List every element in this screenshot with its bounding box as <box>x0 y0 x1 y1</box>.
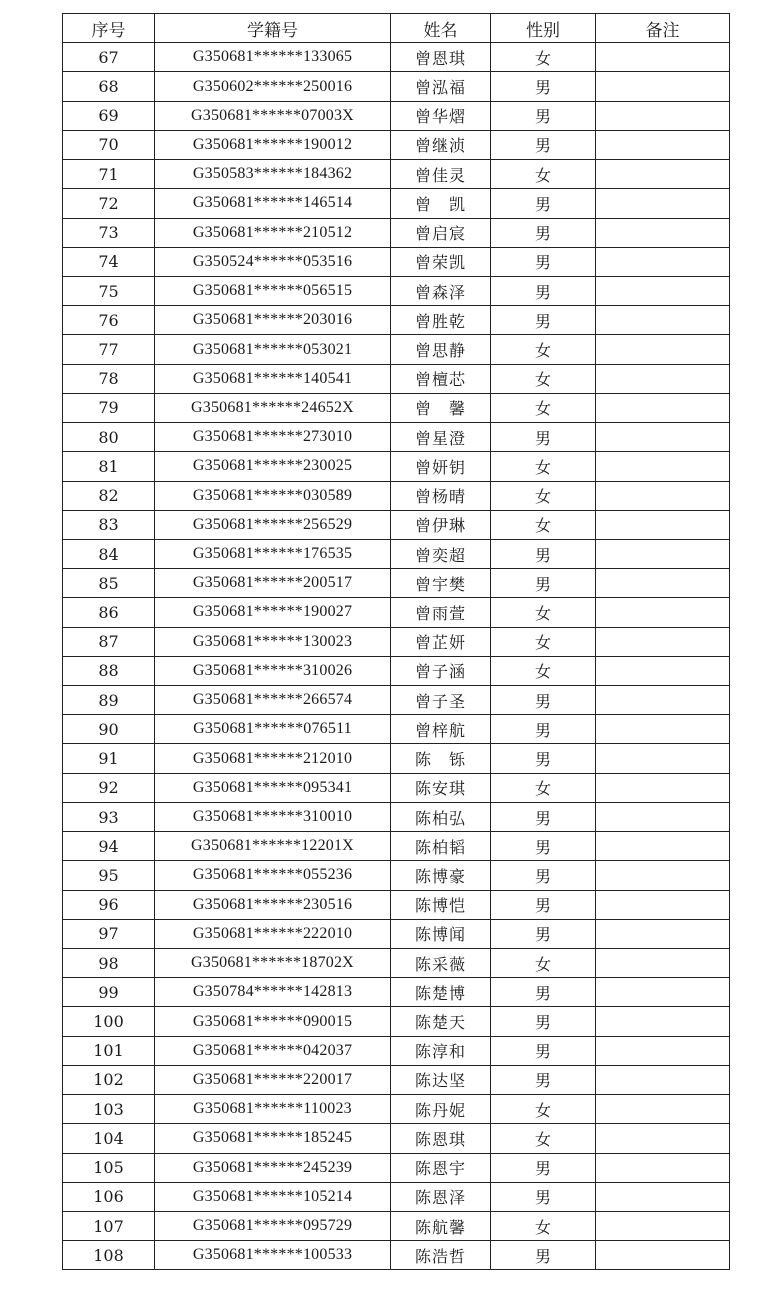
serial-number-cell: 90 <box>63 715 155 744</box>
remarks-cell <box>596 598 730 627</box>
remarks-cell <box>596 452 730 481</box>
table-row <box>63 364 730 393</box>
gender-cell: 男 <box>491 306 596 335</box>
header-student-id: 学籍号 <box>155 14 391 43</box>
serial-number-cell: 105 <box>63 1153 155 1182</box>
serial-number-cell: 80 <box>63 423 155 452</box>
remarks-cell <box>596 627 730 656</box>
remarks-cell <box>596 1095 730 1124</box>
gender-cell: 女 <box>491 598 596 627</box>
table-row <box>63 393 730 422</box>
student-name-cell: 曾森泽 <box>391 276 491 305</box>
student-name-cell: 陈楚天 <box>391 1007 491 1036</box>
student-id-cell: G350681******12201X <box>155 832 391 861</box>
remarks-cell <box>596 276 730 305</box>
table-row <box>63 510 730 539</box>
remarks-cell <box>596 715 730 744</box>
student-name-cell: 陈恩泽 <box>391 1182 491 1211</box>
serial-number-cell: 91 <box>63 744 155 773</box>
student-name-cell: 曾檀芯 <box>391 364 491 393</box>
serial-number-cell: 69 <box>63 101 155 130</box>
student-id-cell: G350681******190012 <box>155 130 391 159</box>
gender-cell: 女 <box>491 949 596 978</box>
student-name-cell: 曾 凯 <box>391 189 491 218</box>
serial-number-cell: 96 <box>63 890 155 919</box>
remarks-cell <box>596 1065 730 1094</box>
student-id-cell: G350681******042037 <box>155 1036 391 1065</box>
gender-cell: 男 <box>491 1182 596 1211</box>
gender-cell: 男 <box>491 1065 596 1094</box>
student-name-cell: 曾雨萱 <box>391 598 491 627</box>
student-name-cell: 曾伊琳 <box>391 510 491 539</box>
student-id-cell: G350681******210512 <box>155 218 391 247</box>
student-id-cell: G350681******110023 <box>155 1095 391 1124</box>
serial-number-cell: 81 <box>63 452 155 481</box>
student-id-cell: G350681******133065 <box>155 43 391 72</box>
student-id-cell: G350681******095341 <box>155 773 391 802</box>
remarks-cell <box>596 306 730 335</box>
table-row <box>63 276 730 305</box>
table-row <box>63 802 730 831</box>
student-name-cell: 曾继浈 <box>391 130 491 159</box>
remarks-cell <box>596 656 730 685</box>
serial-number-cell: 89 <box>63 686 155 715</box>
student-id-cell: G350681******203016 <box>155 306 391 335</box>
serial-number-cell: 79 <box>63 393 155 422</box>
table-row <box>63 218 730 247</box>
remarks-cell <box>596 1007 730 1036</box>
student-name-cell: 陈恩宇 <box>391 1153 491 1182</box>
student-id-cell: G350524******053516 <box>155 247 391 276</box>
remarks-cell <box>596 744 730 773</box>
table-row <box>63 1241 730 1270</box>
student-name-cell: 曾荣凯 <box>391 247 491 276</box>
gender-cell: 男 <box>491 1241 596 1270</box>
student-id-cell: G350681******056515 <box>155 276 391 305</box>
gender-cell: 男 <box>491 423 596 452</box>
student-id-cell: G350681******212010 <box>155 744 391 773</box>
remarks-cell <box>596 1241 730 1270</box>
header-remarks: 备注 <box>596 14 730 43</box>
table-row <box>63 890 730 919</box>
student-id-cell: G350681******310026 <box>155 656 391 685</box>
table-row <box>63 539 730 568</box>
header-name: 姓名 <box>391 14 491 43</box>
student-id-cell: G350681******190027 <box>155 598 391 627</box>
remarks-cell <box>596 861 730 890</box>
student-name-cell: 曾星澄 <box>391 423 491 452</box>
remarks-cell <box>596 130 730 159</box>
remarks-cell <box>596 1211 730 1240</box>
gender-cell: 男 <box>491 890 596 919</box>
table-row <box>63 627 730 656</box>
serial-number-cell: 104 <box>63 1124 155 1153</box>
table-row <box>63 306 730 335</box>
serial-number-cell: 93 <box>63 802 155 831</box>
remarks-cell <box>596 802 730 831</box>
remarks-cell <box>596 978 730 1007</box>
table-row <box>63 130 730 159</box>
remarks-cell <box>596 247 730 276</box>
table-row <box>63 1065 730 1094</box>
serial-number-cell: 97 <box>63 919 155 948</box>
student-id-cell: G350681******185245 <box>155 1124 391 1153</box>
student-name-cell: 陈柏韬 <box>391 832 491 861</box>
serial-number-cell: 106 <box>63 1182 155 1211</box>
student-id-cell: G350681******24652X <box>155 393 391 422</box>
student-id-cell: G350602******250016 <box>155 72 391 101</box>
remarks-cell <box>596 364 730 393</box>
student-name-cell: 曾 馨 <box>391 393 491 422</box>
serial-number-cell: 67 <box>63 43 155 72</box>
student-name-cell: 陈航馨 <box>391 1211 491 1240</box>
table-row <box>63 72 730 101</box>
remarks-cell <box>596 832 730 861</box>
student-id-cell: G350681******230025 <box>155 452 391 481</box>
gender-cell: 男 <box>491 686 596 715</box>
serial-number-cell: 74 <box>63 247 155 276</box>
gender-cell: 男 <box>491 861 596 890</box>
table-row <box>63 1095 730 1124</box>
serial-number-cell: 71 <box>63 160 155 189</box>
remarks-cell <box>596 539 730 568</box>
table-row <box>63 43 730 72</box>
student-name-cell: 曾胜乾 <box>391 306 491 335</box>
gender-cell: 男 <box>491 744 596 773</box>
student-name-cell: 曾思静 <box>391 335 491 364</box>
student-id-cell: G350681******266574 <box>155 686 391 715</box>
student-name-cell: 陈采薇 <box>391 949 491 978</box>
student-id-cell: G350681******090015 <box>155 1007 391 1036</box>
student-id-cell: G350583******184362 <box>155 160 391 189</box>
student-id-cell: G350681******310010 <box>155 802 391 831</box>
serial-number-cell: 68 <box>63 72 155 101</box>
student-id-cell: G350681******105214 <box>155 1182 391 1211</box>
student-id-cell: G350681******273010 <box>155 423 391 452</box>
student-name-cell: 曾恩琪 <box>391 43 491 72</box>
student-id-cell: G350681******076511 <box>155 715 391 744</box>
gender-cell: 男 <box>491 189 596 218</box>
student-name-cell: 曾子圣 <box>391 686 491 715</box>
table-row <box>63 335 730 364</box>
serial-number-cell: 78 <box>63 364 155 393</box>
student-name-cell: 曾泓福 <box>391 72 491 101</box>
gender-cell: 男 <box>491 539 596 568</box>
student-name-cell: 陈达坚 <box>391 1065 491 1094</box>
student-id-cell: G350681******055236 <box>155 861 391 890</box>
table-row <box>63 598 730 627</box>
gender-cell: 男 <box>491 1007 596 1036</box>
table-row <box>63 1036 730 1065</box>
remarks-cell <box>596 481 730 510</box>
student-roster-table <box>62 13 730 1270</box>
student-id-cell: G350681******18702X <box>155 949 391 978</box>
table-row <box>63 247 730 276</box>
student-id-cell: G350681******200517 <box>155 569 391 598</box>
gender-cell: 男 <box>491 130 596 159</box>
student-name-cell: 陈 铄 <box>391 744 491 773</box>
serial-number-cell: 101 <box>63 1036 155 1065</box>
serial-number-cell: 82 <box>63 481 155 510</box>
gender-cell: 女 <box>491 481 596 510</box>
gender-cell: 男 <box>491 1153 596 1182</box>
gender-cell: 男 <box>491 802 596 831</box>
student-name-cell: 曾启宸 <box>391 218 491 247</box>
remarks-cell <box>596 1153 730 1182</box>
gender-cell: 男 <box>491 72 596 101</box>
gender-cell: 女 <box>491 1095 596 1124</box>
student-name-cell: 陈浩哲 <box>391 1241 491 1270</box>
table-row <box>63 101 730 130</box>
student-id-cell: G350681******220017 <box>155 1065 391 1094</box>
table-row <box>63 656 730 685</box>
remarks-cell <box>596 1036 730 1065</box>
serial-number-cell: 87 <box>63 627 155 656</box>
serial-number-cell: 85 <box>63 569 155 598</box>
serial-number-cell: 108 <box>63 1241 155 1270</box>
remarks-cell <box>596 72 730 101</box>
gender-cell: 男 <box>491 276 596 305</box>
table-row <box>63 1124 730 1153</box>
student-name-cell: 曾梓航 <box>391 715 491 744</box>
gender-cell: 男 <box>491 832 596 861</box>
student-id-cell: G350784******142813 <box>155 978 391 1007</box>
student-name-cell: 曾奕超 <box>391 539 491 568</box>
student-name-cell: 陈淳和 <box>391 1036 491 1065</box>
remarks-cell <box>596 218 730 247</box>
remarks-cell <box>596 43 730 72</box>
serial-number-cell: 70 <box>63 130 155 159</box>
table-row <box>63 1007 730 1036</box>
remarks-cell <box>596 890 730 919</box>
student-name-cell: 曾杨晴 <box>391 481 491 510</box>
remarks-cell <box>596 773 730 802</box>
serial-number-cell: 75 <box>63 276 155 305</box>
student-id-cell: G350681******140541 <box>155 364 391 393</box>
student-name-cell: 陈博闻 <box>391 919 491 948</box>
remarks-cell <box>596 1124 730 1153</box>
gender-cell: 男 <box>491 919 596 948</box>
student-name-cell: 陈楚博 <box>391 978 491 1007</box>
student-name-cell: 陈柏弘 <box>391 802 491 831</box>
serial-number-cell: 73 <box>63 218 155 247</box>
student-name-cell: 陈博豪 <box>391 861 491 890</box>
serial-number-cell: 103 <box>63 1095 155 1124</box>
table-row <box>63 1211 730 1240</box>
student-id-cell: G350681******146514 <box>155 189 391 218</box>
gender-cell: 女 <box>491 364 596 393</box>
table-row <box>63 481 730 510</box>
gender-cell: 男 <box>491 1036 596 1065</box>
student-id-cell: G350681******245239 <box>155 1153 391 1182</box>
student-id-cell: G350681******07003X <box>155 101 391 130</box>
serial-number-cell: 107 <box>63 1211 155 1240</box>
table-row <box>63 744 730 773</box>
gender-cell: 女 <box>491 627 596 656</box>
table-row <box>63 423 730 452</box>
remarks-cell <box>596 686 730 715</box>
table-row <box>63 919 730 948</box>
table-row <box>63 715 730 744</box>
student-id-cell: G350681******222010 <box>155 919 391 948</box>
remarks-cell <box>596 101 730 130</box>
student-id-cell: G350681******095729 <box>155 1211 391 1240</box>
remarks-cell <box>596 189 730 218</box>
gender-cell: 女 <box>491 1211 596 1240</box>
table-row <box>63 452 730 481</box>
serial-number-cell: 95 <box>63 861 155 890</box>
student-name-cell: 曾宇樊 <box>391 569 491 598</box>
student-name-cell: 陈恩琪 <box>391 1124 491 1153</box>
gender-cell: 男 <box>491 218 596 247</box>
student-name-cell: 曾佳灵 <box>391 160 491 189</box>
student-id-cell: G350681******130023 <box>155 627 391 656</box>
remarks-cell <box>596 510 730 539</box>
table-row <box>63 773 730 802</box>
remarks-cell <box>596 160 730 189</box>
remarks-cell <box>596 569 730 598</box>
table-row <box>63 569 730 598</box>
remarks-cell <box>596 423 730 452</box>
student-id-cell: G350681******230516 <box>155 890 391 919</box>
serial-number-cell: 92 <box>63 773 155 802</box>
serial-number-cell: 100 <box>63 1007 155 1036</box>
remarks-cell <box>596 1182 730 1211</box>
student-id-cell: G350681******030589 <box>155 481 391 510</box>
student-id-cell: G350681******053021 <box>155 335 391 364</box>
serial-number-cell: 98 <box>63 949 155 978</box>
gender-cell: 女 <box>491 773 596 802</box>
table-row <box>63 861 730 890</box>
gender-cell: 女 <box>491 452 596 481</box>
table-header <box>63 14 730 43</box>
serial-number-cell: 94 <box>63 832 155 861</box>
serial-number-cell: 86 <box>63 598 155 627</box>
table-row <box>63 1153 730 1182</box>
serial-number-cell: 88 <box>63 656 155 685</box>
student-name-cell: 陈丹妮 <box>391 1095 491 1124</box>
gender-cell: 男 <box>491 101 596 130</box>
serial-number-cell: 72 <box>63 189 155 218</box>
gender-cell: 女 <box>491 1124 596 1153</box>
table-row <box>63 1182 730 1211</box>
table-row <box>63 189 730 218</box>
serial-number-cell: 77 <box>63 335 155 364</box>
student-id-cell: G350681******256529 <box>155 510 391 539</box>
gender-cell: 男 <box>491 978 596 1007</box>
remarks-cell <box>596 919 730 948</box>
serial-number-cell: 83 <box>63 510 155 539</box>
serial-number-cell: 84 <box>63 539 155 568</box>
gender-cell: 女 <box>491 160 596 189</box>
student-name-cell: 陈博恺 <box>391 890 491 919</box>
gender-cell: 男 <box>491 569 596 598</box>
gender-cell: 女 <box>491 335 596 364</box>
remarks-cell <box>596 393 730 422</box>
header-serial-number: 序号 <box>63 14 155 43</box>
student-id-cell: G350681******100533 <box>155 1241 391 1270</box>
gender-cell: 女 <box>491 656 596 685</box>
table-row <box>63 978 730 1007</box>
student-name-cell: 陈安琪 <box>391 773 491 802</box>
gender-cell: 男 <box>491 715 596 744</box>
serial-number-cell: 102 <box>63 1065 155 1094</box>
gender-cell: 女 <box>491 43 596 72</box>
student-name-cell: 曾华熠 <box>391 101 491 130</box>
student-name-cell: 曾芷妍 <box>391 627 491 656</box>
student-name-cell: 曾妍钥 <box>391 452 491 481</box>
table-row <box>63 160 730 189</box>
remarks-cell <box>596 335 730 364</box>
gender-cell: 女 <box>491 393 596 422</box>
table-row <box>63 832 730 861</box>
student-name-cell: 曾子涵 <box>391 656 491 685</box>
table-row <box>63 949 730 978</box>
gender-cell: 男 <box>491 247 596 276</box>
student-id-cell: G350681******176535 <box>155 539 391 568</box>
header-row <box>63 14 730 43</box>
table-body <box>63 43 730 1270</box>
serial-number-cell: 76 <box>63 306 155 335</box>
table-row <box>63 686 730 715</box>
gender-cell: 女 <box>491 510 596 539</box>
header-gender: 性别 <box>491 14 596 43</box>
remarks-cell <box>596 949 730 978</box>
serial-number-cell: 99 <box>63 978 155 1007</box>
